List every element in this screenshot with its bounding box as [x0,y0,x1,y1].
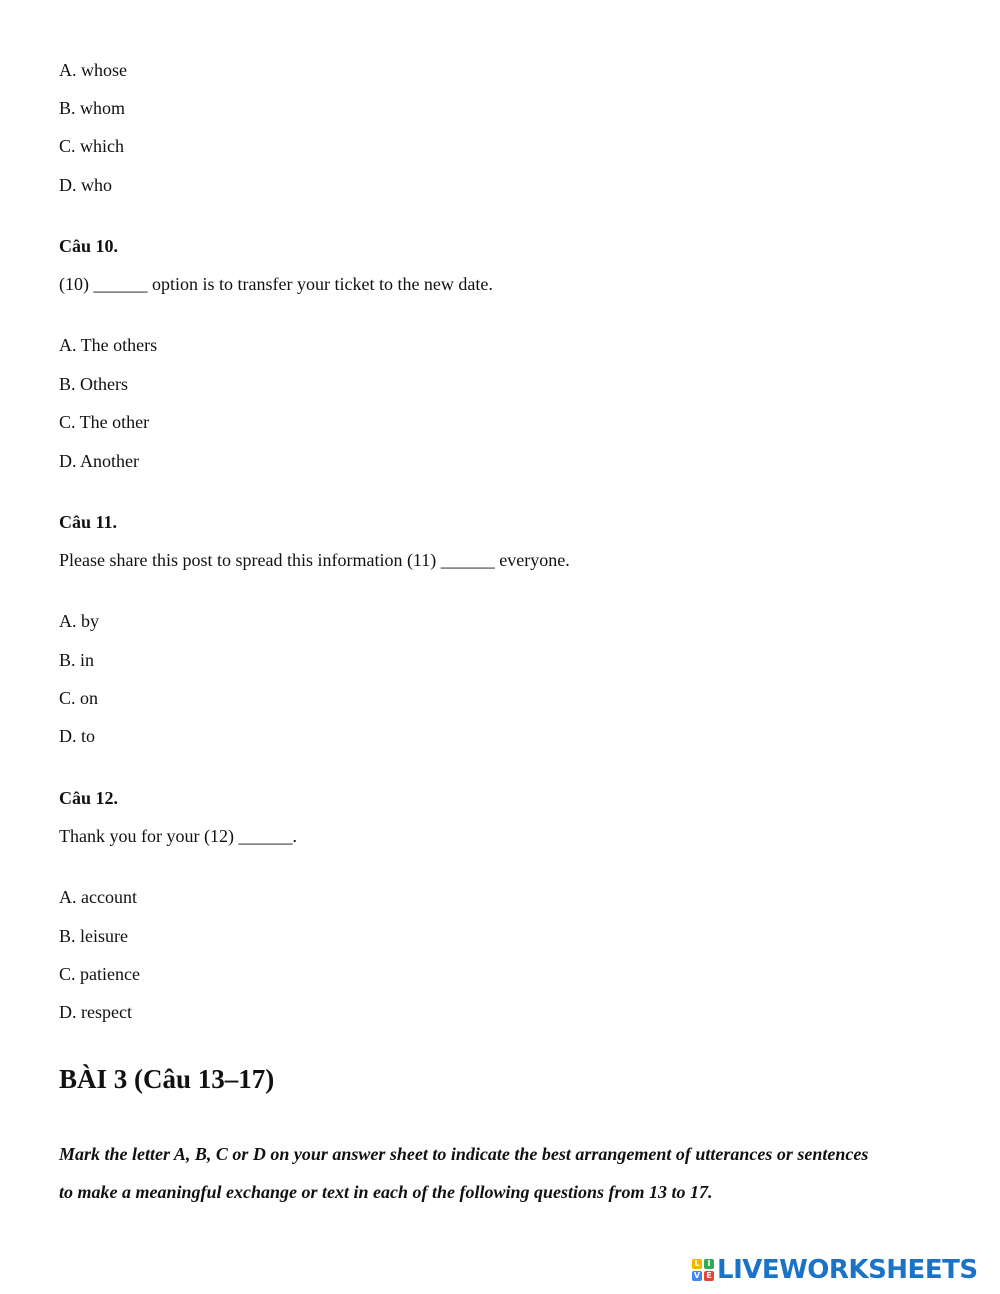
q11-option-a[interactable]: A. by [59,611,99,631]
logo-mark-l: L [692,1259,702,1269]
q11-option-b[interactable]: B. in [59,650,95,670]
liveworksheets-logo-icon [692,1259,714,1281]
logo-text: LIVEWORKSHEETS [717,1255,978,1285]
liveworksheets-logo[interactable] [692,1255,978,1285]
q10-title: Câu 10. [59,236,119,256]
q12-option-b[interactable]: B. leisure [59,926,128,946]
logo-mark-e: E [704,1271,714,1281]
instruction-line-2: to make a meaningful exchange or text in each of the following questions from 13 to 17. [59,1182,713,1202]
q11-text: Please share this post to spread this information (11) ______ everyone. [59,550,570,570]
q10-option-d[interactable]: D. Another [59,451,139,471]
q9-option-b[interactable]: B. whom [59,98,126,118]
q11-title: Câu 11. [59,512,118,532]
q9-option-c[interactable]: C. which [59,136,124,156]
q9-option-a[interactable]: A. whose [59,60,127,80]
instruction-line-1: Mark the letter A, B, C or D on your answer sheet to indicate the best arrangement of utterances or sentences [59,1144,869,1164]
section-heading: BÀI 3 (Câu 13–17) [59,1064,275,1094]
q12-title: Câu 12. [59,788,119,808]
q10-option-a[interactable]: A. The others [59,335,158,355]
q10-option-c[interactable]: C. The other [59,412,150,432]
q11-option-d[interactable]: D. to [59,726,95,746]
q12-option-d[interactable]: D. respect [59,1002,132,1022]
q12-option-c[interactable]: C. patience [59,964,140,984]
q11-option-c[interactable]: C. on [59,688,99,708]
logo-mark-i: I [704,1259,714,1269]
q10-option-b[interactable]: B. Others [59,374,128,394]
q12-option-a[interactable]: A. account [59,887,137,907]
logo-mark-v: V [693,1271,701,1280]
q10-text: (10) ______ option is to transfer your ticket to the new date. [59,274,493,294]
q9-option-d[interactable]: D. who [59,175,112,195]
q12-text: Thank you for your (12) ______. [59,826,297,846]
